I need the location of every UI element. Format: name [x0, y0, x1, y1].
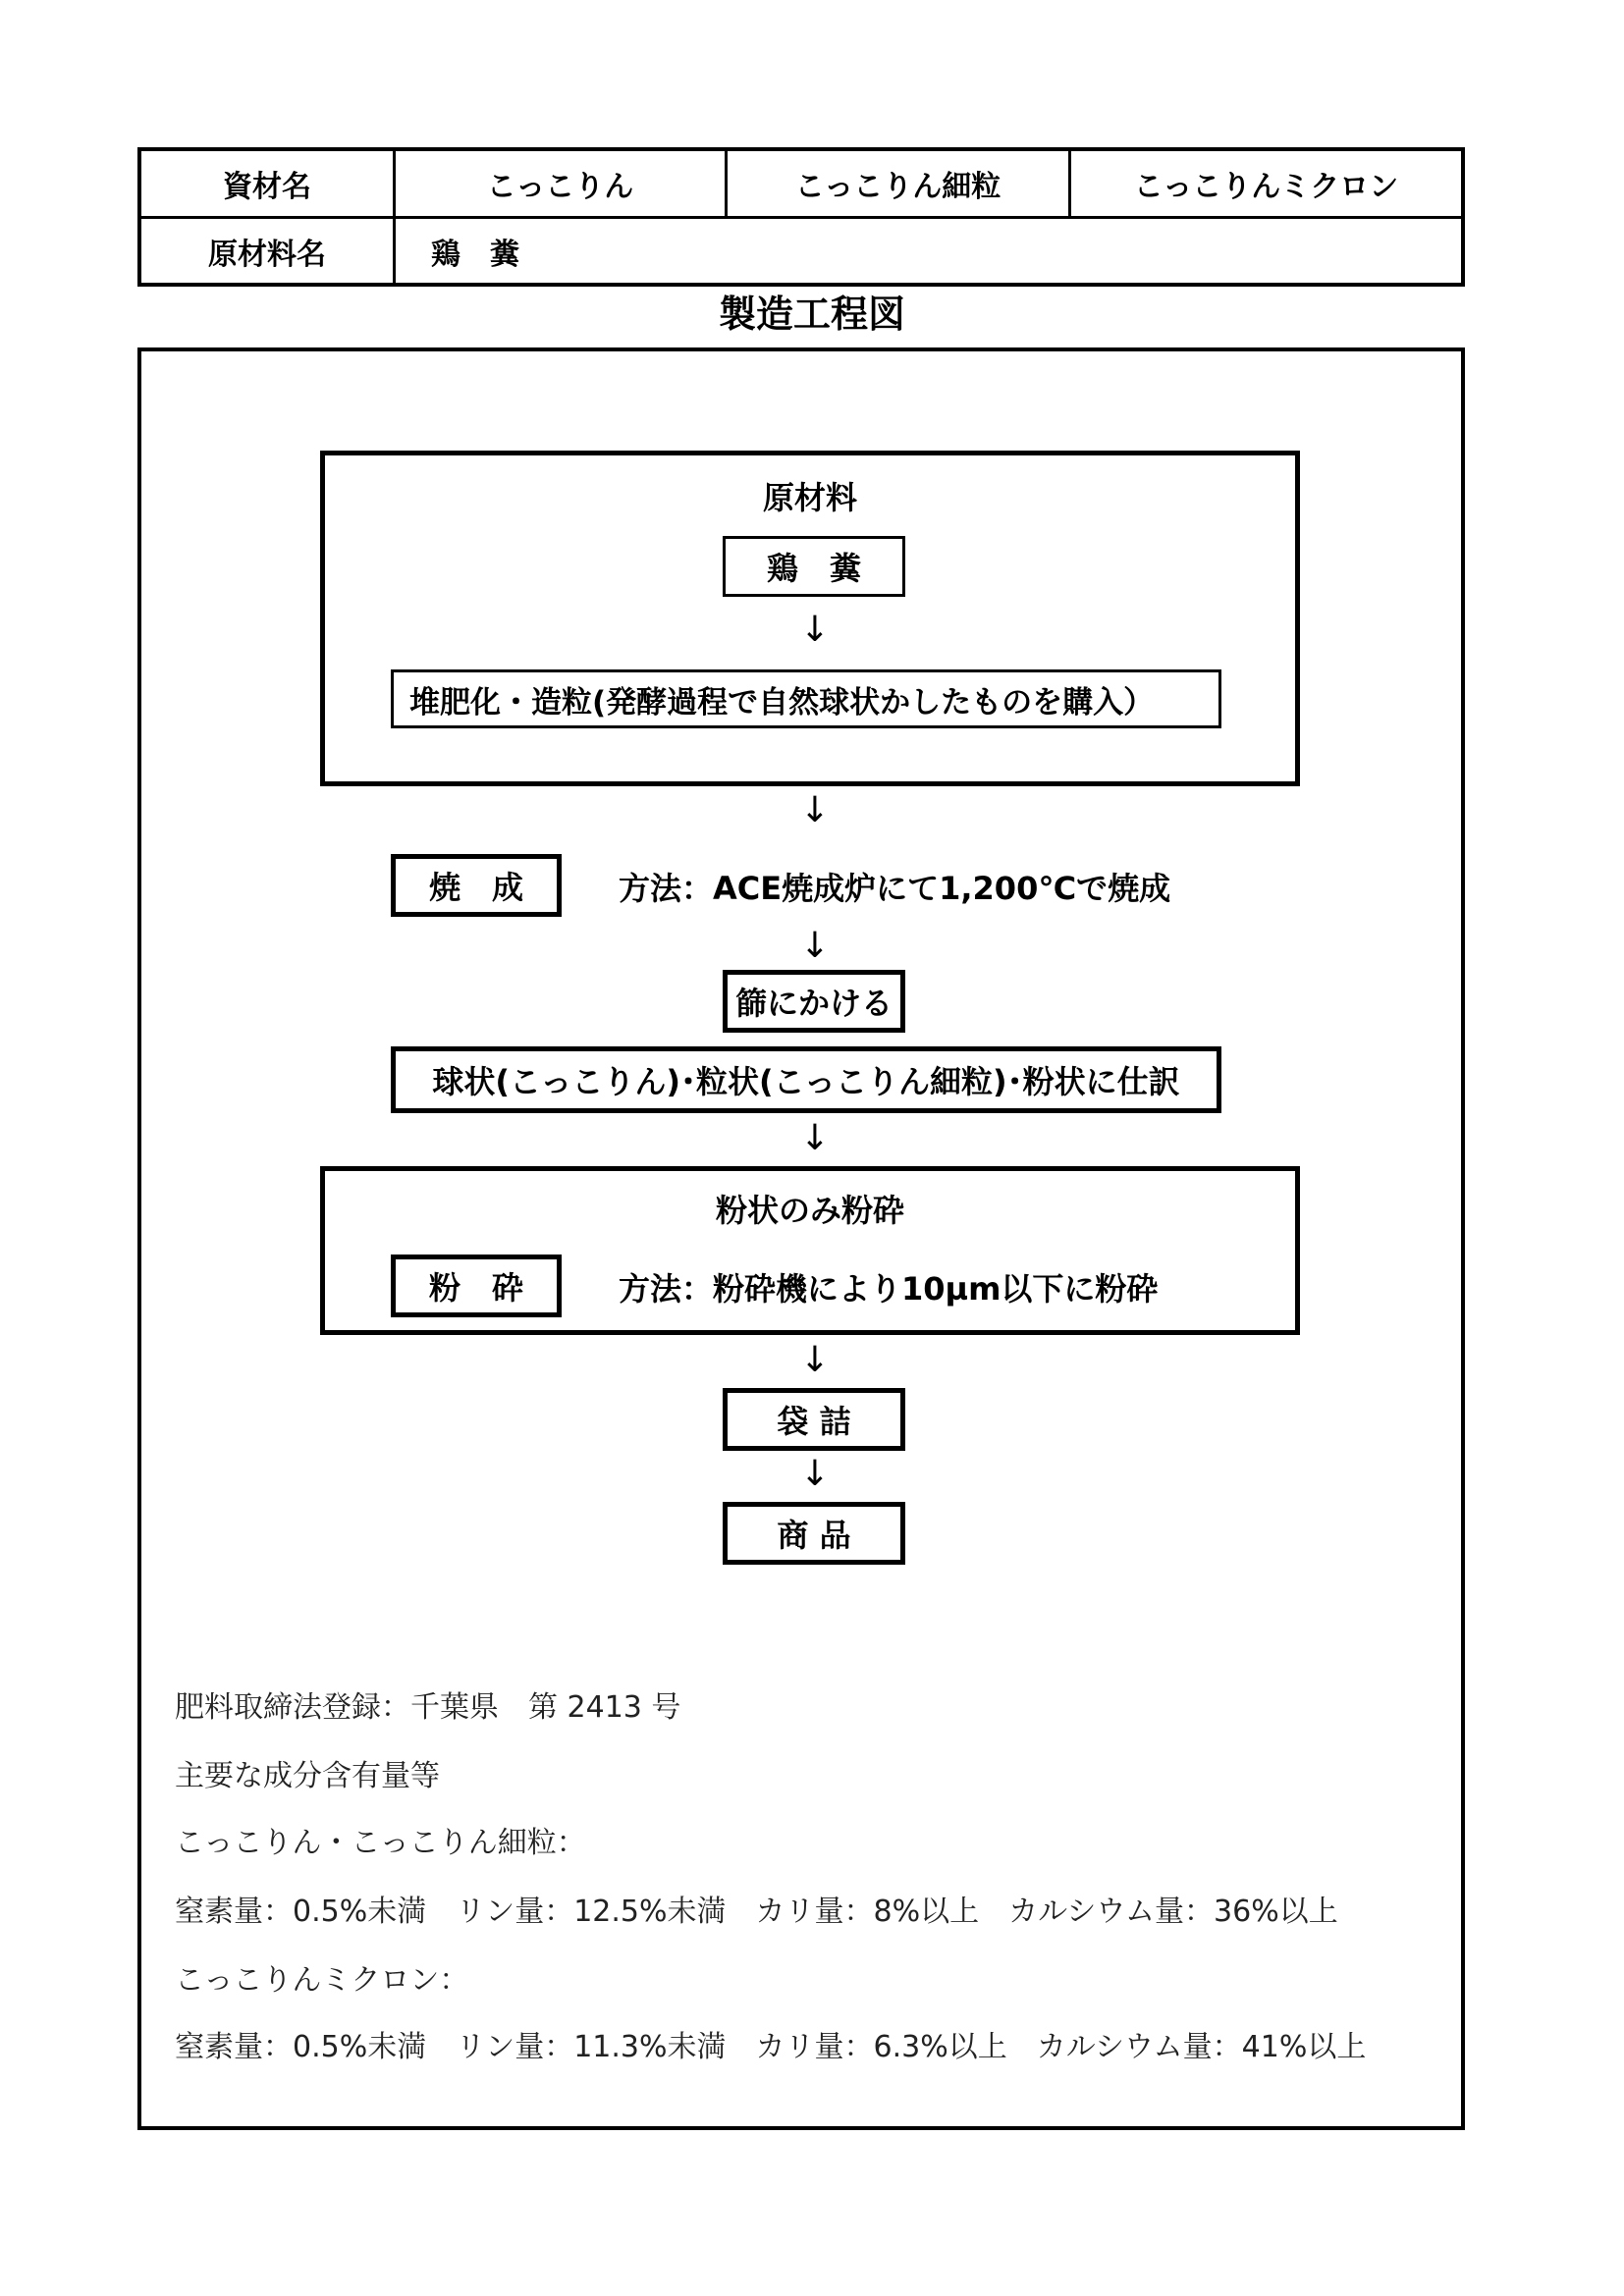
flow-arrow: ↓ — [799, 610, 831, 650]
grind-method: 方法：粉砕機により10µm以下に粉砕 — [619, 1270, 1159, 1308]
components-heading: 主要な成分含有量等 — [175, 1759, 440, 1793]
grind-group-title: 粉状のみ粉砕 — [715, 1192, 904, 1229]
sort-box: 球状(こっこりん)･粒状(こっこりん細粒)･粉状に仕訳 — [391, 1046, 1221, 1113]
raw-material-value: 鶏 糞 — [431, 237, 519, 272]
product-name-2: こっこりん細粒 — [794, 170, 1001, 204]
header-table — [137, 147, 1465, 287]
group1-values: 窒素量：0.5%未満 リン量：12.5%未満 カリ量：8%以上 カルシウム量：36%以上 — [175, 1895, 1338, 1929]
flow-arrow: ↓ — [799, 926, 831, 966]
product-name-3: こっこりんミクロン — [1133, 170, 1399, 204]
product-name-1: こっこりん — [486, 170, 634, 204]
product-box: 商 品 — [723, 1502, 905, 1565]
registration-note: 肥料取締法登録：千葉県 第 2413 号 — [175, 1690, 681, 1725]
group2-values: 窒素量：0.5%未満 リン量：11.3%未満 カリ量：6.3%以上 カルシウム量：41%以上 — [175, 2030, 1367, 2064]
group2-title: こっこりんミクロン： — [175, 1963, 469, 1998]
firing-box: 焼 成 — [391, 854, 562, 917]
flow-arrow: ↓ — [799, 1454, 831, 1494]
flow-arrow: ↓ — [799, 1340, 831, 1380]
raw-material-group-title: 原材料 — [762, 479, 857, 516]
firing-method: 方法：ACE焼成炉にて1,200℃で焼成 — [619, 870, 1171, 907]
composting-box: 堆肥化・造粒(発酵過程で自然球状かしたものを購入） — [391, 669, 1221, 728]
raw-item-box: 鶏 糞 — [723, 536, 905, 597]
material-label: 資材名 — [223, 170, 311, 204]
raw-material-label: 原材料名 — [208, 237, 326, 272]
sieve-box: 篩にかける — [723, 970, 905, 1033]
group1-title: こっこりん・こっこりん細粒： — [175, 1826, 586, 1860]
flow-arrow: ↓ — [799, 1118, 831, 1158]
grind-box: 粉 砕 — [391, 1255, 562, 1317]
bagging-box: 袋 詰 — [723, 1388, 905, 1451]
page-title: 製造工程図 — [718, 293, 905, 336]
flow-arrow: ↓ — [799, 790, 831, 830]
